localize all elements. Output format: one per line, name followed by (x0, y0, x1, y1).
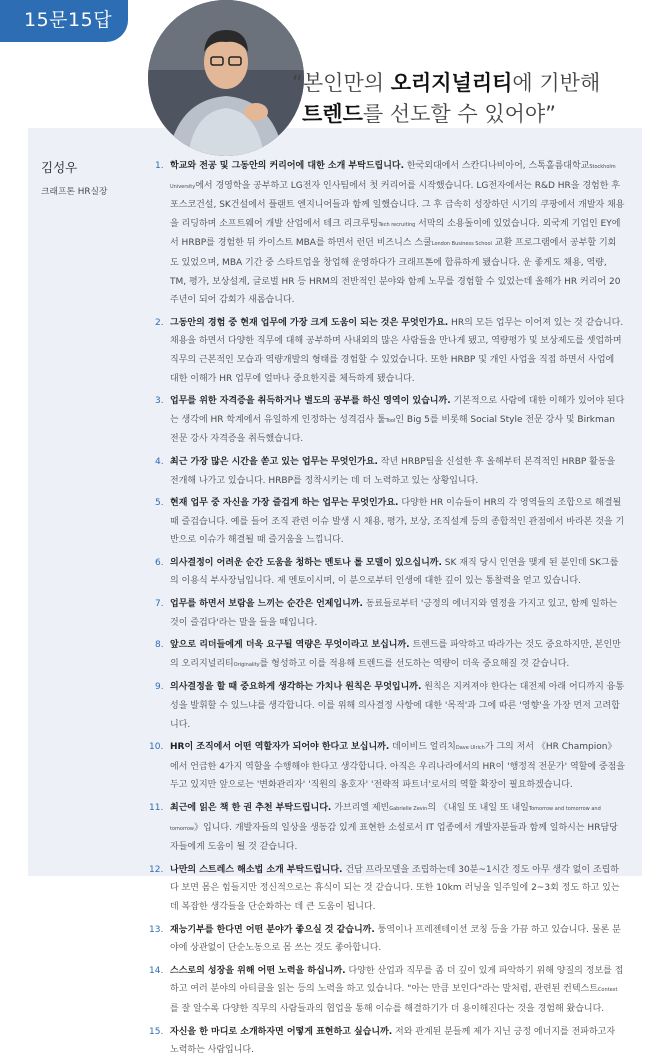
qa-item (149, 738, 625, 795)
qa-answer: 다양한 HR 이슈들이 HR의 각 영역들의 조합으로 해결될 때 즐겁습니다. 예를 들어 조직 관련 이슈 발생 시 채용, 평가, 보상, 조직설계 등의 종합적인 관점에서 바라본 것을 기반으로 이슈가 해결될 때 즐거움을 느낍니다. (170, 498, 625, 546)
interviewee-name: 김성우 (41, 160, 78, 175)
qa-item (149, 861, 625, 917)
qa-answer: 퉁역이나 프레젠테이션 코칭 등을 가끔 하고 있습니다. 물론 분야에 상관없이 단순노동으로 몸 쓰는 것도 좋아합니다. (170, 924, 621, 954)
qa-answer: HR의 모든 업무는 이어져 있는 것 같습니다. 채용을 하면서 다양한 직무에 대해 공부하며 사내외의 많은 사람들을 만나게 됐고, 역량평가 및 보상제도를 셋업하며 직무의 근본적인 모습과 역량개발의 형태를 경험할 수 있었습니다. 또한 HRBP 및 개인 사업을 직접 하면서 사업에 대한 이해가 HR 업무에 얼마나 중요한지를 체득하게 됐습니다. (170, 317, 624, 384)
qa-number: 11. (149, 803, 164, 813)
qa-item (155, 494, 625, 550)
headline-text: 를 선도할 수 있어야” (362, 102, 557, 126)
qa-question: 재능기부를 한다면 어떤 분야가 좋으실 것 같습니까. (170, 924, 375, 935)
qa-number: 3. (155, 396, 164, 407)
qa-question: 업무를 하면서 보람을 느끼는 순간은 언제입니까. (170, 599, 363, 610)
qa-answer: 데이비드 얼리치 (389, 742, 456, 753)
qa-annotation: Originality (233, 661, 260, 668)
qa-question: 의사결정을 할 때 중요하게 생각하는 가치나 원칙은 무엇입니까. (170, 682, 422, 693)
qa-annotation: Gabrielle Zevin (389, 806, 428, 812)
headline-quote (292, 68, 642, 130)
portrait-illustration (148, 0, 304, 156)
qa-annotation: Stockholm University (170, 164, 616, 190)
qa-question: 현재 업무 중 자신을 가장 즐겁게 하는 업무는 무엇인가요. (170, 498, 399, 509)
qa-item (155, 636, 625, 674)
qa-annotation: Dave Ulrich (455, 745, 485, 752)
qa-annotation: Context (597, 987, 618, 994)
qa-answer: 다양한 산업과 직무를 좀 더 깊이 있게 파악하기 위해 양질의 정보를 접하고 여러 분야의 아티클을 읽는 등의 노력을 하고 있습니다. "아는 만큼 보인다"라는 말처럼, 관련된 컨텍스트 (170, 965, 624, 995)
qa-answer: 의 《내일 또 내일 또 내일 (427, 803, 529, 813)
qa-answer: 한국외대에서 스칸디나비아어, 스톡홀름대학교 (404, 161, 590, 171)
qa-answer: 가브리엘 제빈 (331, 803, 390, 813)
qa-answer: 서막의 소용돌이에 있었습니다. 외국계 기업인 EY에서 HRBP를 경험한 뒤 카이스트 MBA를 하면서 런던 비즈니스 스쿨 (170, 218, 621, 249)
qa-number: 9. (155, 682, 164, 693)
qa-answer: 건담 프라모델을 조립하는데 30분~1시간 정도 아무 생각 없이 조립하다 보면 몸은 힘들지만 정신적으로는 휴식이 되는 것 같습니다. 또한 10km 러닝을 일주일에 2~3회 정도 하고 있는데 복잡한 생각들을 단순화하는 데 큰 도움이 됩니다. (170, 864, 620, 912)
qa-question: 나만의 스트레스 해소법 소개 부탁드립니다. (170, 864, 343, 875)
qa-item (155, 392, 625, 449)
qa-item (155, 554, 625, 591)
qa-answer: 동료들로부터 '긍정의 에너지와 열정을 가지고 있고, 함께 일하는 것이 즐겁다'라는 말을 들을 때입니다. (170, 599, 618, 628)
qa-annotation: Tech recruiting (378, 221, 416, 228)
qa-number: 8. (155, 640, 164, 651)
qa-item (149, 799, 625, 857)
headline-line-2 (292, 99, 642, 130)
headline-emphasis: 트렌드 (302, 102, 363, 126)
qa-question: 업무를 위한 자격증을 취득하거나 별도의 공부를 하신 영역이 있습니까. (170, 396, 451, 407)
qa-answer: 에서 경영학을 공부하고 LG전자 인사팀에서 첫 커리어를 시작했습니다. LG전자에서는 R&D HR을 경험한 후 포스코건설, SK건설에서 플랜트 엔지니어들과 함께 일했습니다. 그 후 급속히 성장하던 시기의 쿠팡에서 개발자 채용을 리딩하며 소프트웨어 개발 산업에서 테크 리크루팅 (170, 180, 625, 229)
qa-answer: 원칙은 지켜져야 한다는 대전제 아래 어디까지 융통성을 발휘할 수 있느냐를 생각합니다. 이를 위해 의사결정 사항에 대한 '목적'과 그에 따른 '영향'을 가장 먼저 고려합니다. (170, 682, 625, 730)
qa-question: HR이 조직에서 어떤 역할자가 되어야 한다고 보십니까. (170, 742, 390, 753)
section-badge: 15문15답 (0, 0, 128, 42)
qa-number: 10. (149, 742, 164, 753)
interviewee-info (41, 158, 108, 197)
qa-question: 최근에 읽은 책 한 권 추천 부탁드립니다. (170, 803, 332, 813)
qa-answer: 기본적으로 사람에 대한 이해가 있어야 된다는 생각에 HR 학계에서 유일하게 인정하는 성격검사 툴 (170, 396, 625, 425)
qa-answer: 를 형성하고 이를 적용해 트렌드를 선도하는 역량이 더욱 중요해질 것 같습니다. (259, 658, 570, 669)
qa-number: 1. (155, 161, 164, 171)
qa-number: 6. (155, 557, 164, 568)
qa-item (155, 678, 625, 734)
qa-number: 4. (155, 456, 164, 467)
interviewee-title: 크래프톤 HR실장 (41, 187, 108, 197)
qa-number: 5. (155, 498, 164, 509)
qa-item (155, 595, 625, 632)
qa-answer: 가 그의 저서 《HR Champion》에서 언급한 4가지 역할을 수행해야 한다고 생각합니다. 아직은 우리나라에서의 HR이 '행정적 전문가' 역할에 중점을 두고 있지만 앞으로는 '변화관리자' '직원의 옹호자' '전략적 파트너'로서의 역할 확장이 필요하겠습니다. (170, 742, 625, 791)
qa-answer: 》입니다. 개발자들의 일상을 생동감 있게 표현한 소설로서 IT 업종에서 개발자분들과 함께 일하시는 HR담당자들에게 도움이 될 것 같습니다. (170, 822, 618, 853)
qa-number: 13. (149, 924, 164, 935)
qa-item (149, 1023, 625, 1060)
qa-item (149, 962, 625, 1019)
portrait-photo (148, 0, 304, 156)
qa-answer: 작년 HRBP팀을 신설한 후 올해부터 본격적인 HRBP 활동을 전개해 나가고 있습니다. HRBP를 정착시키는 데 더 노력하고 있는 상황입니다. (170, 456, 616, 486)
qa-item (155, 157, 625, 310)
qa-item (155, 314, 625, 388)
qa-number: 15. (149, 1026, 164, 1037)
qa-annotation: London Business School (431, 241, 492, 248)
headline-text: 에 기반해 (512, 71, 601, 95)
qa-question: 자신을 한 마디로 소개하자면 어떻게 표현하고 싶습니까. (170, 1026, 393, 1037)
qa-annotation: Tomorrow and tomorrow and tomorrow (170, 806, 601, 832)
qa-number: 2. (155, 317, 164, 328)
qa-question: 스스로의 성장을 위해 어떤 노력을 하십니까. (170, 965, 346, 976)
qa-question: 최근 가장 많은 시간을 쏟고 있는 업무는 무엇인가요. (170, 456, 378, 467)
qa-answer: 를 잘 알수록 다양한 직무의 사람들과의 협업을 통해 이슈를 해결하기가 더 용이해진다는 것을 경험해 왔습니다. (170, 1003, 605, 1014)
qa-answer: 인 Big 5를 비롯해 Social Style 전문 강사 및 Birkman 전문 강사 자격증을 취득했습니다. (170, 414, 616, 445)
qa-item (155, 453, 625, 490)
qa-answer: 교환 프로그램에서 공부할 기회도 있었으며, MBA 기간 중 스타트업을 창업해 운영하다가 크래프톤에 합류하게 됐습니다. 운 좋게도 채용, 역량, TM, 평가, 보상설계, 글로벌 HR 등 HRM의 전반적인 분야와 함께 노무를 경험할 수 있었는데 올해가 HR 커리어 20주년이 되어 감회가 새롭습니다. (170, 238, 621, 306)
headline-line-1 (292, 68, 642, 99)
qa-question: 의사결정이 어려운 순간 도움을 청하는 멘토나 롤 모델이 있으십니까. (170, 557, 442, 568)
qa-item (149, 921, 625, 958)
qa-number: 7. (155, 599, 164, 610)
qa-list (149, 157, 625, 1064)
qa-annotation: Tool (385, 417, 396, 424)
qa-answer: 트렌드를 파악하고 따라가는 것도 중요하지만, 본인만의 오리지널리티 (170, 640, 621, 669)
headline-emphasis: 오리지널리티 (390, 71, 513, 95)
qa-number: 14. (149, 965, 164, 976)
headline-text: “본인만의 (292, 71, 391, 95)
qa-number: 12. (149, 864, 164, 875)
qa-question: 학교와 전공 및 그동안의 커리어에 대한 소개 부탁드립니다. (170, 161, 405, 171)
qa-answer: 저와 관계된 분들께 제가 지닌 긍정 에너지를 전파하고자 노력하는 사람입니다. (170, 1026, 616, 1056)
qa-question: 그동안의 경험 중 현재 업무에 가장 크게 도움이 되는 것은 무엇인가요. (170, 317, 449, 328)
qa-answer: SK 재직 당시 인연을 맺게 된 분인데 SK그룹의 이용식 부사장님입니다. 제 멘토이시며, 이 분으로부터 인생에 대한 깊이 있는 통찰력을 얻고 있습니다. (170, 557, 619, 587)
qa-question: 앞으로 리더들에게 더욱 요구될 역량은 무엇이라고 보십니까. (170, 640, 410, 651)
